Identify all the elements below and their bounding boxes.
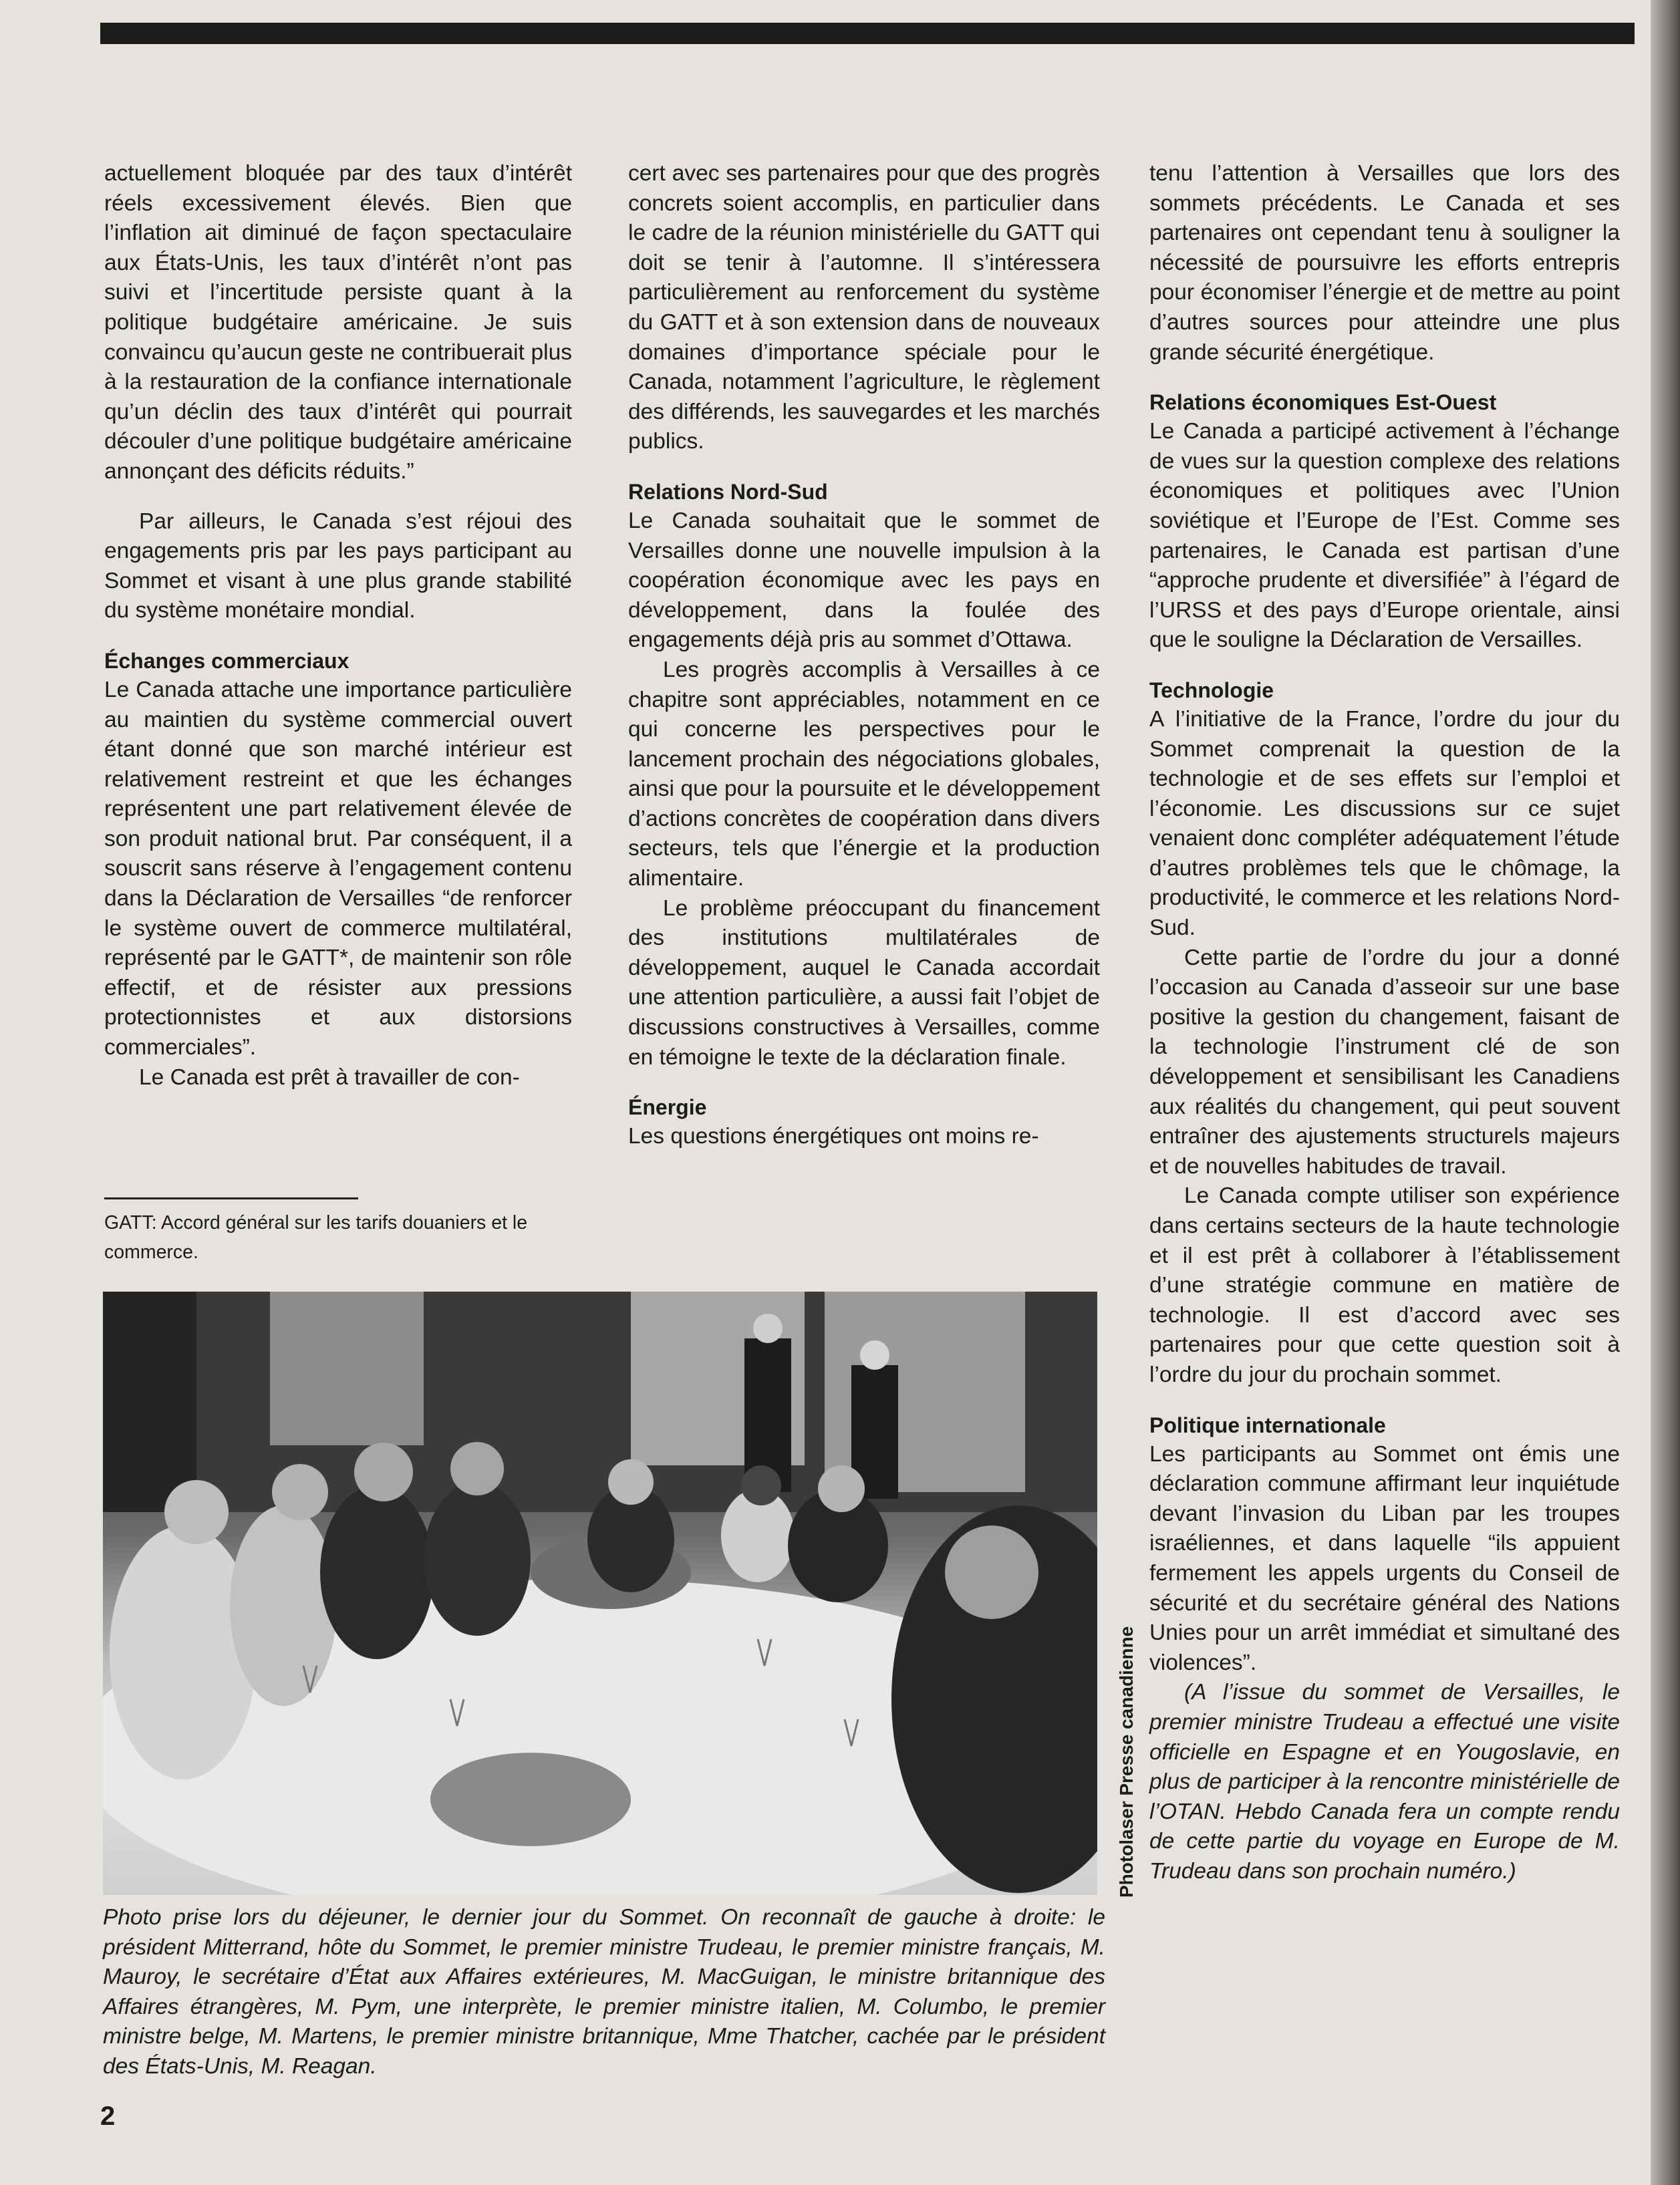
paragraph: Par ailleurs, le Canada s’est réjoui des engagements pris par les pays participant au Sommet et visant à une plus grande stabilité du système monétaire mondial. bbox=[104, 508, 572, 623]
page-number: 2 bbox=[100, 2101, 116, 2131]
column-2 bbox=[628, 159, 1100, 1152]
column-1 bbox=[104, 159, 572, 1092]
photo-illustration bbox=[103, 1292, 1097, 1895]
photo-caption: Photo prise lors du déjeuner, le dernier jour du Sommet. On reconnaît de gauche à droite: le président Mitterrand, hôte du Sommet, le premier ministre Trudeau, le premier ministre français, M. Mauroy, le secrétaire d’État aux Affaires extérieures, M. MacGuigan, le ministre britannique des Affaires étrangères, M. Pym, une interprète, le premier ministre italien, M. Columbo, le premier ministre belge, M. Martens, le premier ministre britannique, Mme Thatcher, cachée par le président des États-Unis, M. Reagan. bbox=[103, 1905, 1105, 2079]
paragraph: Les progrès accomplis à Versailles à ce chapitre sont appréciables, notamment en ce qui concerne les perspectives pour le lancement prochain des négociations globales, ainsi que pour la poursuite et le développement d’actions concrètes de coopération dans divers secteurs, tels que l’énergie et la production alimentaire. bbox=[628, 657, 1100, 891]
paragraph: Les participants au Sommet ont émis une déclaration commune affirmant leur inquiétude devant l’invasion du Liban par les troupes israéliennes, et dans laquelle “ils appuient fermement les appels urgents du Conseil de sécurité et du secrétaire général des Nations Unies pour un arrêt immédiat et simultané des violences”. bbox=[1149, 1441, 1620, 1675]
paragraph: Le Canada compte utiliser son expérience dans certains secteurs de la haute technologie et il est prêt à collaborer à l’établissement d’une stratégie commune en matière de technologie. Il est d’accord avec ses partenaires pour que cette question soit à l’ordre du jour du prochain sommet. bbox=[1149, 1183, 1620, 1387]
section-heading-technologie: Technologie bbox=[1149, 678, 1274, 702]
paragraph: Le Canada souhaitait que le sommet de Versailles donne une nouvelle impulsion à la coopération économique avec les pays en développement, dans la foulée des engagements déjà pris au sommet d’Ottawa. bbox=[628, 508, 1100, 653]
footnote-rule bbox=[104, 1197, 358, 1199]
section-heading-echanges: Échanges commerciaux bbox=[104, 648, 349, 673]
paragraph: cert avec ses partenaires pour que des progrès concrets soient accomplis, en particulier dans le cadre de la réunion ministérielle du GATT qui doit se tenir à l’automne. Il s’intéressera particulièrement au renforcement du système du GATT et à son extension dans de nouveaux domaines d’importance spéciale pour le Canada, notamment l’agriculture, le règlement des différends, les sauvegardes et les marchés publics. bbox=[628, 161, 1100, 454]
paragraph: Le Canada est prêt à travailler de con- bbox=[139, 1064, 520, 1090]
page-edge-shadow bbox=[1651, 0, 1680, 2185]
paragraph-note: (A l’issue du sommet de Versailles, le premier ministre Trudeau a effectué une visite officielle en Espagne et en Yougoslavie, en plus de participer à la rencontre ministérielle de l’OTAN. Hebdo Canada fera un compte rendu de cette partie du voyage en Europe de M. Trudeau dans son prochain numéro.) bbox=[1149, 1680, 1620, 1884]
paragraph: tenu l’attention à Versailles que lors des sommets précédents. Le Canada et ses partenaires ont cependant tenu à souligner la nécessité de poursuivre les efforts entrepris pour économiser l’énergie et de mettre au point d’autres sources pour atteindre une plus grande sécurité énergétique. bbox=[1149, 161, 1620, 365]
paragraph: Le Canada attache une importance particulière au maintien du système commercial ouvert étant donné que son marché intérieur est relativement restreint et que les échanges représentent une part relativement élevée de son produit national brut. Par conséquent, il a souscrit sans réserve à l’engagement contenu dans la Déclaration de Versailles “de renforcer le système ouvert de commerce multilatéral, représenté par le GATT*, de maintenir son rôle effectif, et de résister aux pressions protectionnistes et aux distorsions commerciales”. bbox=[104, 677, 572, 1060]
photo-credit: Photolaser Presse canadienne bbox=[1116, 1626, 1137, 1898]
section-heading-nord-sud: Relations Nord-Sud bbox=[628, 479, 828, 504]
paragraph: Le problème préoccupant du financement des institutions multilatérales de développement, auquel le Canada accordait une attention particulière, a aussi fait l’objet de discussions constructives à Versailles, comme en témoigne le texte de la déclaration finale. bbox=[628, 895, 1100, 1070]
section-heading-est-ouest: Relations économiques Est-Ouest bbox=[1149, 390, 1497, 415]
section-heading-energie: Énergie bbox=[628, 1095, 707, 1120]
paragraph: A l’initiative de la France, l’ordre du jour du Sommet comprenait la question de la technologie et de ses effets sur l’emploi et l’économie. Les discussions sur ce sujet venaient donc compléter adéquatement l’étude d’autres problèmes tels que le chômage, la productivité, le commerce et les relations Nord-Sud. bbox=[1149, 706, 1620, 941]
paragraph: actuellement bloquée par des taux d’intérêt réels excessivement élevés. Bien que l’inflation ait diminué de façon spectaculaire aux États-Unis, les taux d’intérêt n’ont pas suivi et l’incertitude persiste quant à la politique budgétaire américaine. Je suis convaincu qu’aucun geste ne contribuerait plus à la restauration de la confiance internationale qu’un déclin des taux d’intérêt qui pourrait découler d’une politique budgétaire américaine annonçant des déficits réduits.” bbox=[104, 161, 572, 484]
footnote: GATT: Accord général sur les tarifs douaniers et le commerce. bbox=[104, 1212, 528, 1263]
section-heading-politique: Politique internationale bbox=[1149, 1413, 1386, 1437]
paragraph: Le Canada a participé activement à l’échange de vues sur la question complexe des relations économiques et politiques avec l’Union soviétique et l’Europe de l’Est. Comme ses partenaires, le Canada est partisan d’une “approche prudente et diversifiée” à l’égard de l’URSS et des pays d’Europe orientale, ainsi que le souligne la Déclaration de Versailles. bbox=[1149, 419, 1620, 653]
summit-lunch-photo bbox=[103, 1292, 1097, 1895]
top-rule bbox=[100, 23, 1635, 44]
column-3 bbox=[1149, 159, 1620, 1886]
paragraph: Cette partie de l’ordre du jour a donné l’occasion au Canada d’asseoir sur une base positive la gestion du changement, faisant de la technologie l’instrument clé de son développement et sensibilisant les Canadiens aux réalités du changement, qui peut souvent entraîner des ajustements structurels majeurs et de nouvelles habitudes de travail. bbox=[1149, 945, 1620, 1179]
paragraph: Les questions énergétiques ont moins re- bbox=[628, 1124, 1039, 1149]
